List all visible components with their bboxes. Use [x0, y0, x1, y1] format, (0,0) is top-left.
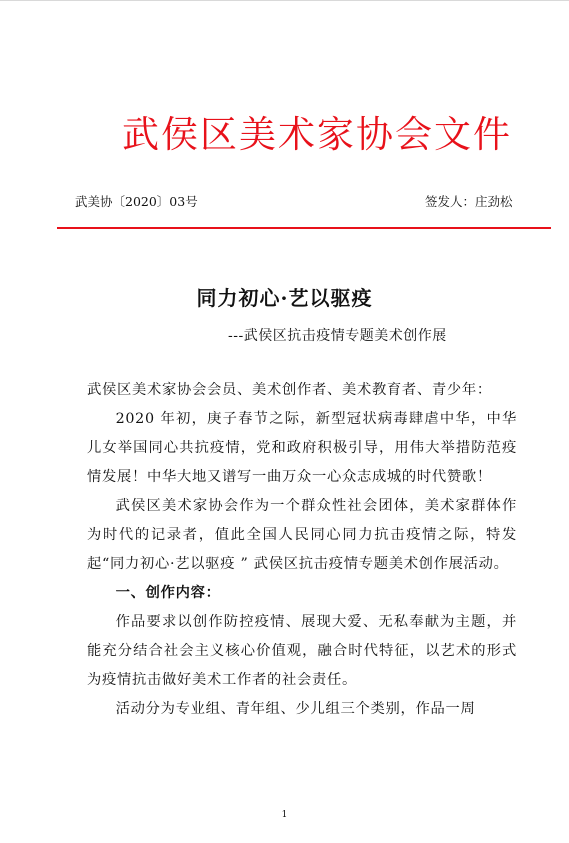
section-heading: 一、创作内容：	[115, 585, 221, 601]
main-title: 同力初心·艺以驱疫	[196, 286, 373, 310]
red-divider	[57, 227, 551, 229]
salutation: 武侯区美术家协会会员、美术创作者、美术教育者、青少年：	[87, 382, 492, 398]
subtitle: ---武侯区抗击疫情专题美术创作展	[228, 328, 447, 344]
document-number: 武美协〔2020〕03号	[75, 194, 198, 209]
paragraph: 活动分为专业组、青年组、少儿组三个类别，作品一周	[115, 701, 476, 717]
page-top-edge	[0, 0, 569, 1]
paragraph: 作品要求以创作防控疫情、展现大爱、无私奉献为主题，并能充分结合社会主义核心价值观，融合时代特征，以艺术的形式为疫情抗击做好美术工作者的社会责任。	[87, 614, 517, 688]
header-title: 武侯区美术家协会文件	[122, 113, 512, 156]
paragraph: 2020 年初，庚子春节之际，新型冠状病毒肆虐中华，中华儿女举国同心共抗疫情，党和政府积极引导，用伟大举措防范疫情发展！中华大地又谱写一曲万众一心众志成城的时代赞歌！	[87, 411, 517, 485]
body-text	[87, 376, 517, 724]
page-number: 1	[281, 810, 288, 820]
paragraph: 武侯区美术家协会作为一个群众性社会团体，美术家群体作为时代的记录者，值此全国人民同心同力抗击疫情之际，特发起“同力初心·艺以驱疫 ” 武侯区抗击疫情专题美术创作展活动。	[87, 498, 517, 572]
signer: 签发人：庄劲松	[425, 194, 513, 209]
